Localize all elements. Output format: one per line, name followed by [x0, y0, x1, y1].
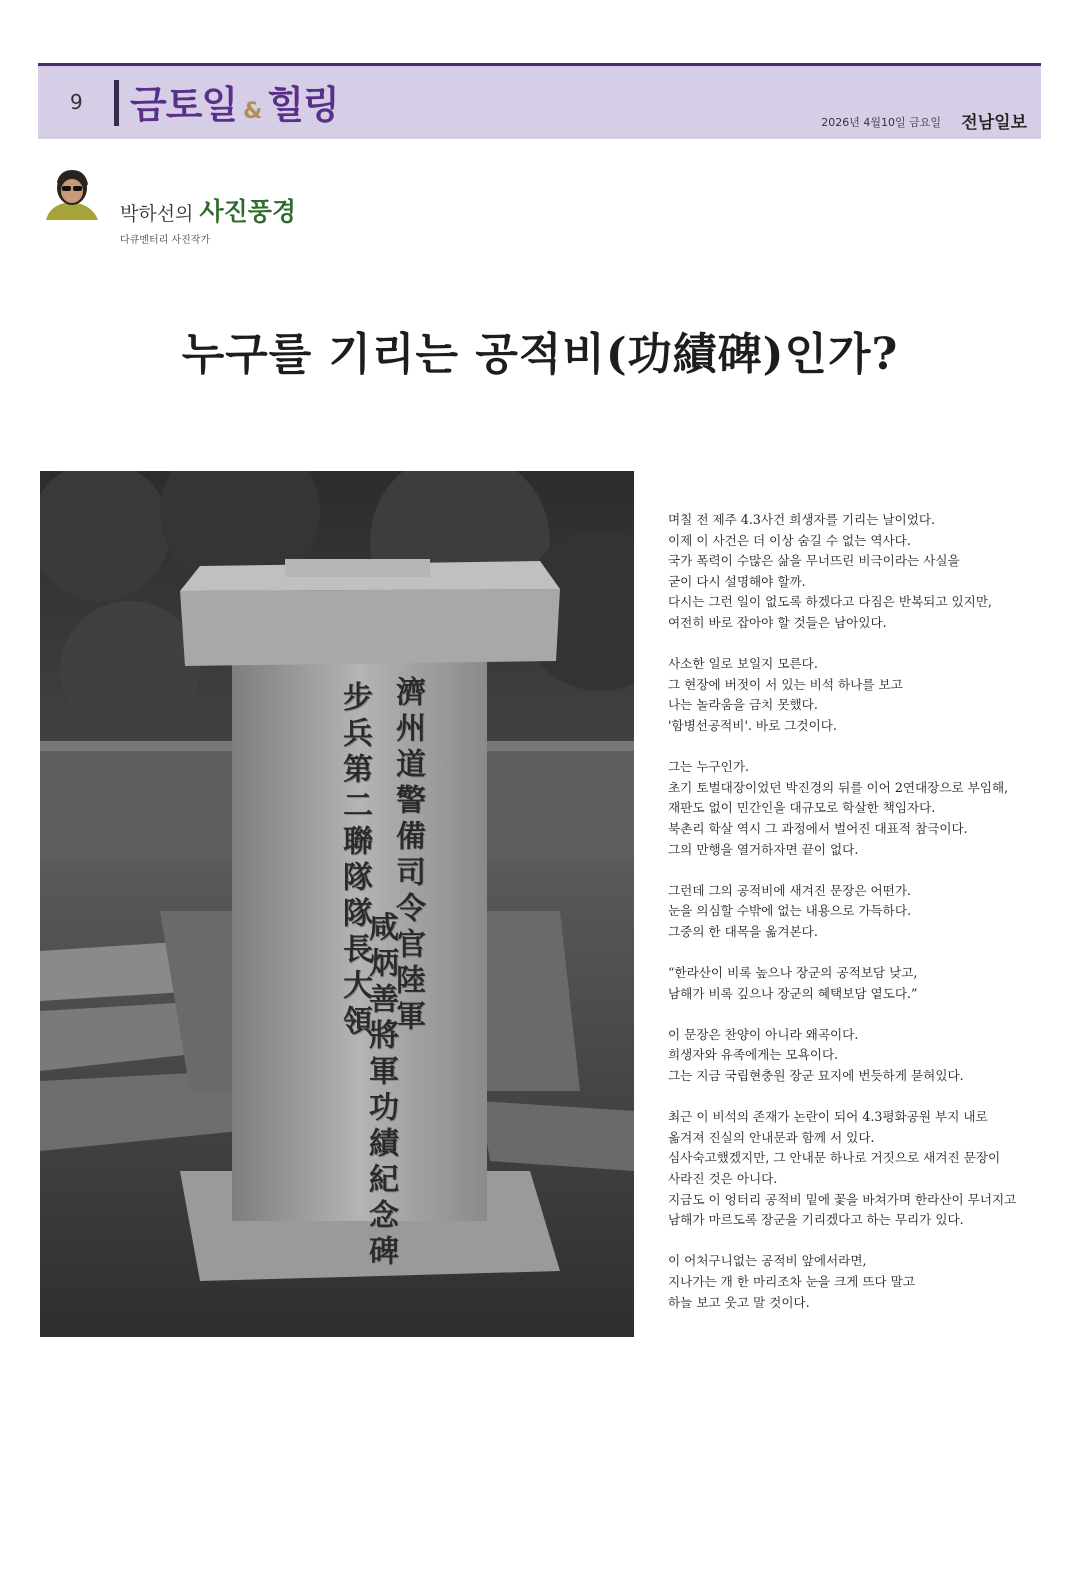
- text-line: 초기 토벌대장이었던 박진경의 뒤를 이어 2연대장으로 부임해,: [668, 779, 1009, 795]
- publication-name: 전남일보: [961, 113, 1027, 133]
- article-body: [668, 510, 1048, 1334]
- text-line: 그는 누구인가.: [668, 759, 749, 775]
- section-title: [130, 74, 339, 129]
- text-line: 눈을 의심할 수밖에 없는 내용으로 가득하다.: [668, 903, 911, 919]
- column-name: 사진풍경: [199, 197, 297, 226]
- section-title-amp: &: [243, 99, 262, 124]
- section-title-part1: 금토일: [130, 83, 238, 127]
- text-line: 그의 만행을 열거하자면 끝이 없다.: [668, 841, 859, 857]
- inscription-right: 濟州道警備司令官陸軍: [390, 676, 425, 1036]
- paragraph: [668, 1251, 1048, 1313]
- text-line: 심사숙고했겠지만, 그 안내문 하나로 거짓으로 새겨진 문장이: [668, 1150, 1001, 1166]
- text-line: 이제 이 사건은 더 이상 숨길 수 없는 역사다.: [668, 532, 911, 548]
- text-line: 며칠 전 제주 4.3사건 희생자를 기리는 날이었다.: [668, 512, 936, 527]
- text-line: 그는 지금 국립현충원 장군 묘지에 번듯하게 묻혀있다.: [668, 1068, 964, 1084]
- text-line: '함병선공적비'. 바로 그것이다.: [668, 717, 837, 733]
- text-line: 사라진 것은 아니다.: [668, 1171, 778, 1186]
- paragraph: [668, 510, 1048, 634]
- text-line: 재판도 없이 민간인을 대규모로 학살한 책임자다.: [668, 800, 936, 816]
- text-line: 하늘 보고 웃고 말 것이다.: [668, 1294, 810, 1310]
- text-line: 북촌리 학살 역시 그 과정에서 벌어진 대표적 참극이다.: [668, 820, 968, 836]
- header-divider-bar: [114, 80, 119, 126]
- text-line: “한라산이 비록 높으나 장군의 공적보담 낮고,: [668, 965, 918, 981]
- text-line: 남해가 마르도록 장군을 기리겠다고 하는 무리가 있다.: [668, 1212, 964, 1228]
- monument-photo: [40, 471, 634, 1337]
- inscription-left: 步兵第二聯隊隊長大領: [337, 681, 372, 1041]
- column-title: [120, 192, 296, 228]
- text-line: 다시는 그런 일이 없도록 하겠다고 다짐은 반복되고 있지만,: [668, 594, 992, 610]
- paragraph: [668, 1107, 1048, 1231]
- paragraph: [668, 654, 1048, 736]
- text-line: 그 현장에 버젓이 서 있는 비석 하나를 보고: [668, 676, 903, 692]
- paragraph: [668, 881, 1048, 943]
- text-line: 최근 이 비석의 존재가 논란이 되어 4.3평화공원 부지 내로: [668, 1109, 988, 1125]
- paragraph: [668, 963, 1048, 1004]
- author-role: 다큐멘터리 사진작가: [120, 235, 211, 246]
- text-line: 남해가 비록 깊으나 장군의 혜택보담 옅도다.”: [668, 985, 918, 1001]
- inscription-main: 咸炳善將軍功績紀念碑: [363, 911, 398, 1271]
- section-header-band: [38, 63, 1041, 139]
- paragraph: [668, 757, 1048, 860]
- text-line: 지금도 이 엉터리 공적비 밑에 꽃을 바쳐가며 한라산이 무너지고: [668, 1191, 1017, 1207]
- author-avatar: [38, 162, 104, 220]
- text-line: 국가 폭력이 수많은 삶을 무너뜨린 비극이라는 사실을: [668, 553, 960, 569]
- text-line: 그런데 그의 공적비에 새겨진 문장은 어떤가.: [668, 882, 911, 898]
- text-line: 사소한 일로 보일지 모른다.: [668, 656, 818, 672]
- text-line: 이 문장은 찬양이 아니라 왜곡이다.: [668, 1026, 859, 1042]
- column-author: 박하선의: [120, 203, 194, 225]
- page-number: 9: [70, 90, 83, 114]
- section-title-part2: 힐링: [267, 83, 339, 127]
- publication-date: 2026년 4월10일 금요일: [821, 116, 941, 129]
- text-line: 옮겨져 진실의 안내문과 함께 서 있다.: [668, 1129, 875, 1145]
- text-line: 지나가는 개 한 마리조차 눈을 크게 뜨다 말고: [668, 1273, 916, 1289]
- text-line: 나는 놀라움을 금치 못했다.: [668, 697, 818, 713]
- text-line: 희생자와 유족에게는 모욕이다.: [668, 1047, 839, 1063]
- article-headline: 누구를 기리는 공적비(功績碑)인가?: [181, 329, 899, 380]
- text-line: 굳이 다시 설명해야 할까.: [668, 573, 806, 589]
- text-line: 이 어처구니없는 공적비 앞에서라면,: [668, 1253, 867, 1269]
- text-line: 그중의 한 대목을 옮겨본다.: [668, 923, 818, 939]
- paragraph: [668, 1025, 1048, 1087]
- text-line: 여전히 바로 잡아야 할 것들은 남아있다.: [668, 614, 887, 630]
